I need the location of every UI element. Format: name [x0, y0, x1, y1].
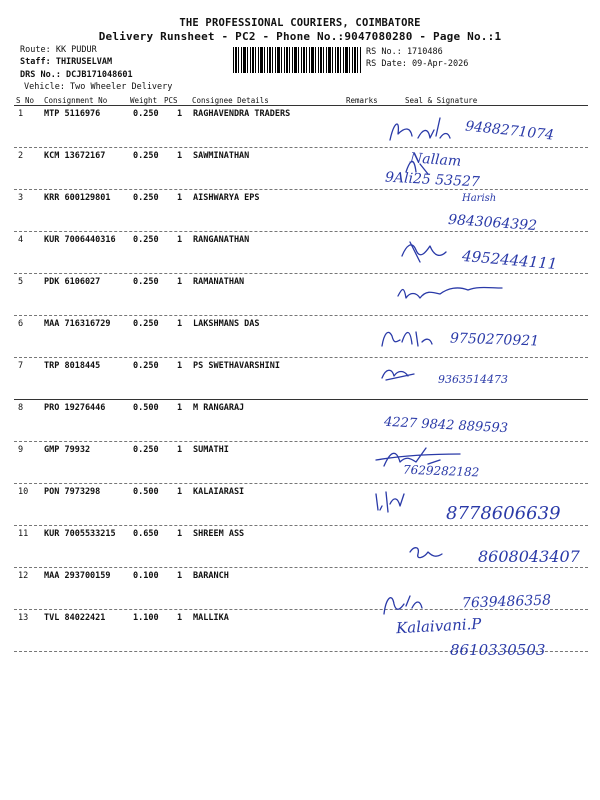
- row-sno: 4: [18, 235, 24, 245]
- row-sno: 13: [18, 613, 29, 623]
- row-consignment: KRR 600129801: [44, 193, 111, 203]
- row-consignee: SAWMINATHAN: [193, 151, 250, 161]
- handwritten-phone: 7639486358: [461, 592, 552, 612]
- row-consignee: SHREEM ASS: [193, 529, 245, 539]
- row-pcs: 1: [177, 193, 183, 203]
- row-consignee: M RANGARAJ: [193, 403, 245, 413]
- row-pcs: 1: [177, 109, 183, 119]
- row-weight: 0.250: [133, 235, 159, 245]
- row-weight: 0.250: [133, 319, 159, 329]
- row-pcs: 1: [177, 319, 183, 329]
- col-sno: S No: [16, 96, 35, 105]
- row-sno: 11: [18, 529, 29, 539]
- handwritten-phone: 9843064392: [447, 211, 538, 235]
- row-sno: 8: [18, 403, 24, 413]
- header-divider: [14, 105, 588, 106]
- row-consignee: SUMATHI: [193, 445, 229, 455]
- row-consignment: TVL 84022421: [44, 613, 106, 623]
- row-pcs: 1: [177, 571, 183, 581]
- row-weight: 0.250: [133, 445, 159, 455]
- row-pcs: 1: [177, 277, 183, 287]
- row-divider: [14, 315, 588, 316]
- row-sno: 3: [18, 193, 24, 203]
- row-pcs: 1: [177, 529, 183, 539]
- col-consignment: Consignment No: [44, 96, 108, 105]
- row-weight: 0.250: [133, 193, 159, 203]
- row-divider: [14, 567, 588, 568]
- row-consignment: MAA 716316729: [44, 319, 111, 329]
- handwritten-phone: 9Ali25 53527: [384, 169, 481, 191]
- runsheet-subtitle: Delivery Runsheet - PC2 - Phone No.:9047080280 - Page No.:1: [98, 30, 502, 43]
- handwritten-signature: [370, 278, 595, 323]
- handwritten-name: Kalaivani.P: [395, 614, 482, 638]
- row-pcs: 1: [177, 613, 183, 623]
- row-consignment: KUR 7006440316: [44, 235, 116, 245]
- row-weight: 0.250: [133, 109, 159, 119]
- row-weight: 0.650: [133, 529, 159, 539]
- row-sno: 1: [18, 109, 24, 119]
- handwritten-name: Nallam: [409, 150, 462, 170]
- handwritten-phone: 4952444111: [461, 246, 559, 274]
- handwritten-name: Harish: [462, 193, 497, 204]
- row-consignment: PON 7973298: [44, 487, 101, 497]
- row-weight: 0.250: [133, 151, 159, 161]
- row-consignee: BARANCH: [193, 571, 229, 581]
- handwritten-phone: 8778606639: [446, 503, 561, 524]
- handwritten-phone: 9488271074: [464, 118, 555, 144]
- col-consignee: Consignee Details: [192, 96, 269, 105]
- row-consignee: KALAIARASI: [193, 487, 245, 497]
- row-weight: 0.250: [133, 361, 159, 371]
- row-consignment: MTP 5116976: [44, 109, 101, 119]
- row-sno: 2: [18, 151, 24, 161]
- company-title: THE PROFESSIONAL COURIERS, COIMBATORE: [179, 17, 421, 29]
- row-divider: [14, 399, 588, 400]
- row-consignee: PS SWETHAVARSHINI: [193, 361, 280, 371]
- rs-number: RS No.: 1710486: [366, 47, 443, 57]
- vehicle-label: Vehicle: Two Wheeler Delivery: [24, 82, 173, 92]
- handwritten-phone: 7629282182: [402, 462, 480, 480]
- row-weight: 0.500: [133, 403, 159, 413]
- row-consignment: KCM 13672167: [44, 151, 106, 161]
- row-sno: 10: [18, 487, 29, 497]
- drs-label: DRS No.: DCJB171048601: [20, 70, 133, 80]
- handwritten-phone: 4227 9842 889593: [383, 414, 509, 437]
- col-seal: Seal & Signature: [405, 96, 478, 105]
- row-sno: 6: [18, 319, 24, 329]
- row-consignment: KUR 7005533215: [44, 529, 116, 539]
- row-divider: [14, 147, 588, 148]
- row-consignee: RAMANATHAN: [193, 277, 245, 287]
- row-divider: [14, 189, 588, 190]
- row-pcs: 1: [177, 487, 183, 497]
- staff-label: Staff: THIRUSELVAM: [20, 57, 113, 67]
- row-weight: 1.100: [133, 613, 159, 623]
- row-divider: [14, 483, 588, 484]
- rs-date: RS Date: 09-Apr-2026: [366, 59, 469, 69]
- row-consignee: AISHWARYA EPS: [193, 193, 260, 203]
- row-weight: 0.500: [133, 487, 159, 497]
- row-divider: [14, 357, 588, 358]
- handwritten-phone: 9363514473: [438, 373, 508, 386]
- row-sno: 7: [18, 361, 24, 371]
- handwritten-phone: 8608043407: [478, 547, 580, 566]
- row-sno: 12: [18, 571, 29, 581]
- row-pcs: 1: [177, 361, 183, 371]
- row-divider: [14, 525, 588, 526]
- col-pcs: PCS: [164, 96, 178, 105]
- row-pcs: 1: [177, 151, 183, 161]
- row-consignment: PDK 6106027: [44, 277, 101, 287]
- handwritten-phone: 8610330503: [450, 641, 546, 659]
- col-remarks: Remarks: [346, 96, 378, 105]
- row-weight: 0.250: [133, 277, 159, 287]
- col-weight: Weight: [130, 96, 158, 105]
- row-divider: [14, 273, 588, 274]
- row-consignee: RANGANATHAN: [193, 235, 250, 245]
- row-consignee: LAKSHMANS DAS: [193, 319, 260, 329]
- row-weight: 0.100: [133, 571, 159, 581]
- row-sno: 5: [18, 277, 24, 287]
- barcode: [233, 47, 361, 73]
- row-consignment: TRP 8018445: [44, 361, 101, 371]
- row-sno: 9: [18, 445, 24, 455]
- row-pcs: 1: [177, 403, 183, 413]
- row-consignment: MAA 293700159: [44, 571, 111, 581]
- row-consignee: RAGHAVENDRA TRADERS: [193, 109, 291, 119]
- handwritten-phone: 9750270921: [449, 330, 540, 350]
- row-consignment: GMP 79932: [44, 445, 91, 455]
- row-consignment: PRO 19276446: [44, 403, 106, 413]
- row-divider: [14, 441, 588, 442]
- row-consignee: MALLIKA: [193, 613, 229, 623]
- row-pcs: 1: [177, 235, 183, 245]
- row-pcs: 1: [177, 445, 183, 455]
- route-label: Route: KK PUDUR: [20, 45, 97, 55]
